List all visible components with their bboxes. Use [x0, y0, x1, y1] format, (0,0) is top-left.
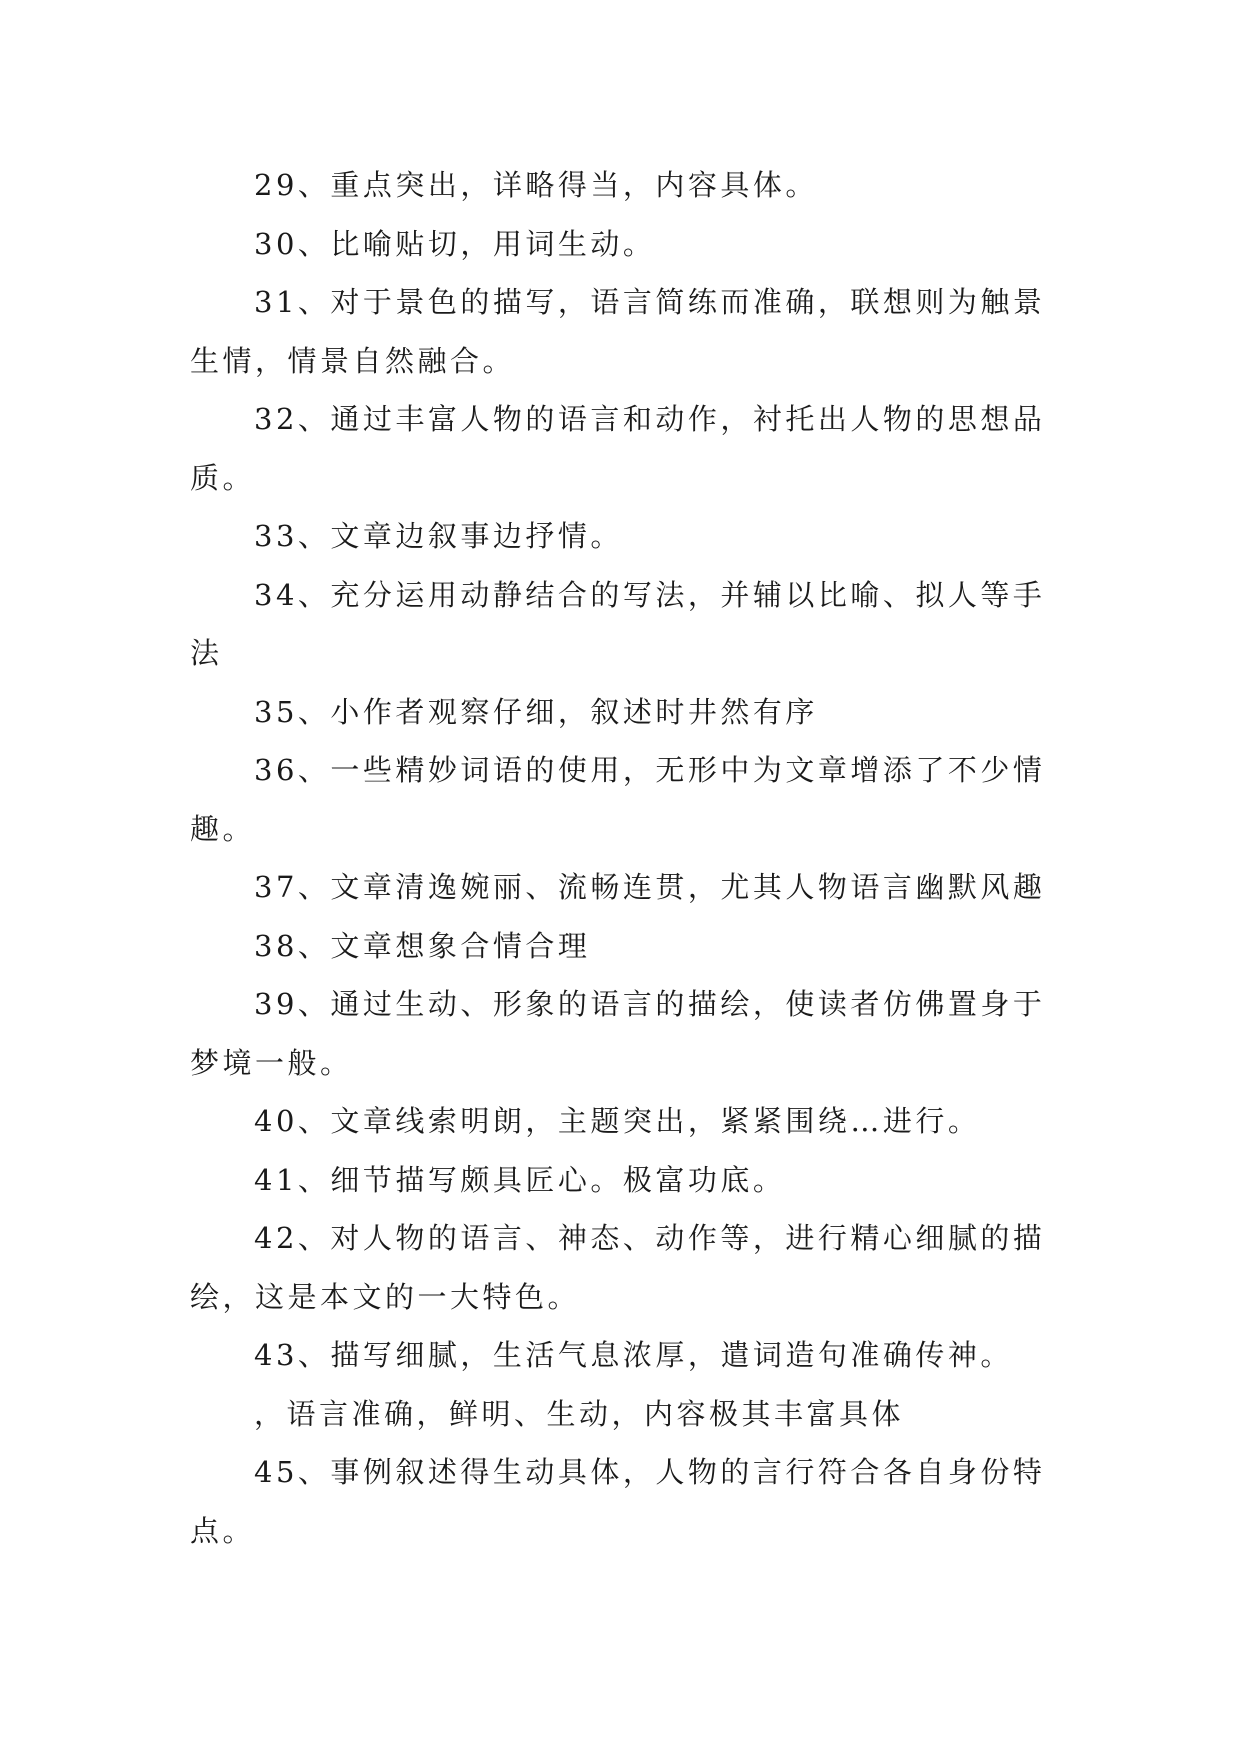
paragraph-43: 43、描写细腻，生活气息浓厚，遣词造句准确传神。 [254, 1338, 1013, 1372]
document-page [190, 156, 1054, 1560]
paragraph-40: 40、文章线索明朗，主题突出，紧紧围绕…进行。 [254, 1104, 981, 1138]
paragraph-45: 45、事例叙述得生动具体，人物的言行符合各自身份特点。 [190, 1455, 1046, 1548]
paragraph-31: 31、对于景色的描写，语言简练而准确，联想则为触景生情，情景自然融合。 [190, 285, 1046, 378]
paragraph-37: 37、文章清逸婉丽、流畅连贯，尤其人物语言幽默风趣 [254, 870, 1046, 904]
paragraph-30: 30、比喻贴切，用词生动。 [254, 226, 656, 261]
paragraph-39: 39、通过生动、形象的语言的描绘，使读者仿佛置身于梦境一般。 [190, 987, 1046, 1080]
paragraph-32: 32、通过丰富人物的语言和动作，衬托出人物的思想品质。 [190, 402, 1046, 495]
paragraph-38: 38、文章想象合情合理 [254, 928, 591, 963]
paragraph-34: 34、充分运用动静结合的写法，并辅以比喻、拟人等手法 [190, 577, 1046, 670]
paragraph-35: 35、小作者观察仔细，叙述时井然有序 [254, 694, 818, 729]
paragraph-44: ，语言准确，鲜明、生动，内容极其丰富具体 [254, 1396, 905, 1431]
paragraph-33: 33、文章边叙事边抒情。 [254, 519, 623, 553]
paragraph-42: 42、对人物的语言、神态、动作等，进行精心细腻的描绘，这是本文的一大特色。 [190, 1221, 1046, 1314]
paragraph-36: 36、一些精妙词语的使用，无形中为文章增添了不少情趣。 [190, 753, 1046, 846]
paragraph-29: 29、重点突出，详略得当，内容具体。 [254, 168, 818, 202]
paragraph-41: 41、细节描写颇具匠心。极富功底。 [254, 1162, 786, 1197]
